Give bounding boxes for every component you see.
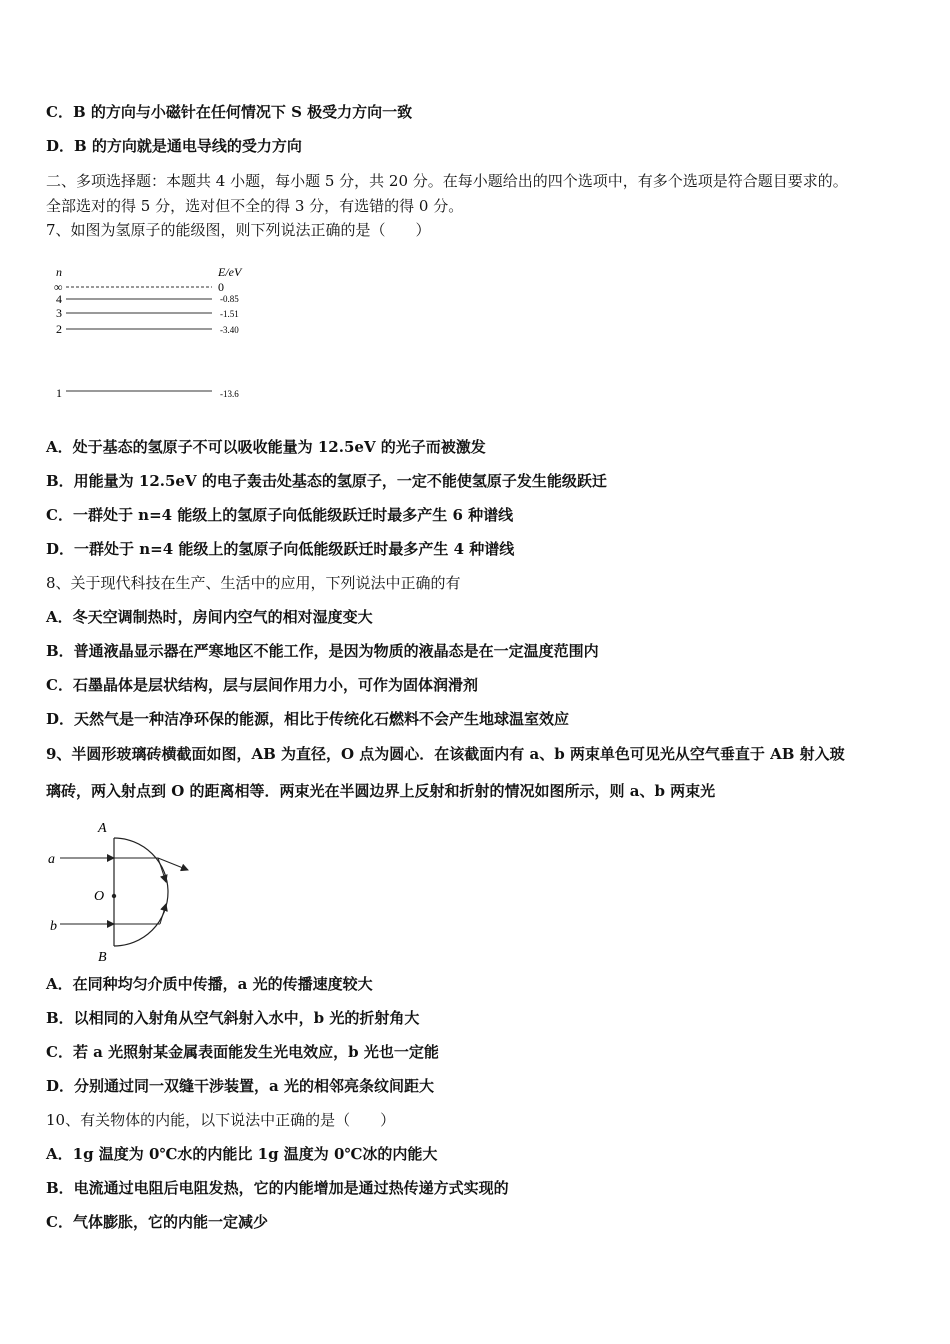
question-7-stem: 7、如图为氢原子的能级图，则下列说法正确的是（ ） [46, 221, 431, 239]
q7-option-b: B．用能量为 12.5eV 的电子轰击处基态的氢原子，一定不能使氢原子发生能级跃迁 [46, 472, 607, 490]
level-e-3: -1.51 [220, 309, 239, 319]
level-n-1: 1 [56, 386, 62, 400]
question-9-stem-1: 9、半圆形玻璃砖横截面如图，AB 为直径，O 点为圆心．在该截面内有 a、b 两束单色可见光从空气垂直于 AB 射入玻 [46, 745, 845, 763]
q8-option-a: A．冬天空调制热时，房间内空气的相对湿度变大 [46, 608, 373, 626]
energy-level-diagram [50, 262, 270, 407]
level-e-inf: 0 [218, 280, 224, 294]
question-8-stem: 8、关于现代科技在生产、生活中的应用，下列说法中正确的有 [46, 574, 461, 592]
point-b-label: B [98, 950, 107, 965]
q9-option-b: B．以相同的入射角从空气斜射入水中，b 光的折射角大 [46, 1009, 420, 1027]
q10-option-a: A．1g 温度为 0℃水的内能比 1g 温度为 0℃冰的内能大 [46, 1145, 438, 1163]
q10-option-b: B．电流通过电阻后电阻发热，它的内能增加是通过热传递方式实现的 [46, 1179, 509, 1197]
level-n-3: 3 [56, 306, 62, 320]
q9-option-a: A．在同种均匀介质中传播，a 光的传播速度较大 [46, 975, 373, 993]
ray-b-label: b [50, 919, 57, 934]
semicircle-glass-diagram [44, 818, 204, 966]
ray-a-label: a [48, 852, 55, 867]
level-n-4: 4 [56, 292, 62, 306]
q6-option-c: C．B 的方向与小磁针在任何情况下 S 极受力方向一致 [46, 103, 413, 121]
q6-option-d: D．B 的方向就是通电导线的受力方向 [46, 137, 302, 155]
point-a-label: A [98, 821, 107, 836]
question-10-stem: 10、有关物体的内能，以下说法中正确的是（ ） [46, 1111, 396, 1129]
level-e-2: -3.40 [220, 325, 239, 335]
q8-option-c: C．石墨晶体是层状结构，层与层间作用力小，可作为固体润滑剂 [46, 676, 478, 694]
q7-option-d: D．一群处于 n=4 能级上的氢原子向低能级跃迁时最多产生 4 种谱线 [46, 540, 515, 558]
section-2-instructions-1: 二、多项选择题：本题共 4 小题，每小题 5 分，共 20 分。在每小题给出的四个选项中，有多个选项是符合题目要求的。 [46, 172, 848, 190]
level-n-inf: ∞ [54, 280, 63, 294]
q7-option-a: A．处于基态的氢原子不可以吸收能量为 12.5eV 的光子而被激发 [46, 438, 486, 456]
section-2-instructions-2: 全部选对的得 5 分，选对但不全的得 3 分，有选错的得 0 分。 [46, 197, 464, 215]
energy-axis-label: E/eV [218, 265, 242, 279]
q8-option-d: D．天然气是一种洁净环保的能源，相比于传统化石燃料不会产生地球温室效应 [46, 710, 570, 728]
level-n-2: 2 [56, 322, 62, 336]
level-e-1: -13.6 [220, 389, 239, 399]
question-9-stem-2: 璃砖，两入射点到 O 的距离相等．两束光在半圆边界上反射和折射的情况如图所示，则 a、b 两束光 [46, 782, 716, 800]
q9-option-c: C．若 a 光照射某金属表面能发生光电效应，b 光也一定能 [46, 1043, 439, 1061]
ray-b-reflected [160, 904, 166, 924]
ray-a-reflected [158, 858, 166, 882]
center-o-dot [112, 894, 116, 898]
q10-option-c: C．气体膨胀，它的内能一定减少 [46, 1213, 268, 1231]
level-e-4: -0.85 [220, 294, 239, 304]
n-axis-label: n [56, 265, 62, 279]
q9-option-d: D．分别通过同一双缝干涉装置，a 光的相邻亮条纹间距大 [46, 1077, 434, 1095]
semicircle-arc [114, 838, 168, 946]
q7-option-c: C．一群处于 n=4 能级上的氢原子向低能级跃迁时最多产生 6 种谱线 [46, 506, 514, 524]
center-o-label: O [94, 889, 105, 904]
q8-option-b: B．普通液晶显示器在严寒地区不能工作，是因为物质的液晶态是在一定温度范围内 [46, 642, 599, 660]
